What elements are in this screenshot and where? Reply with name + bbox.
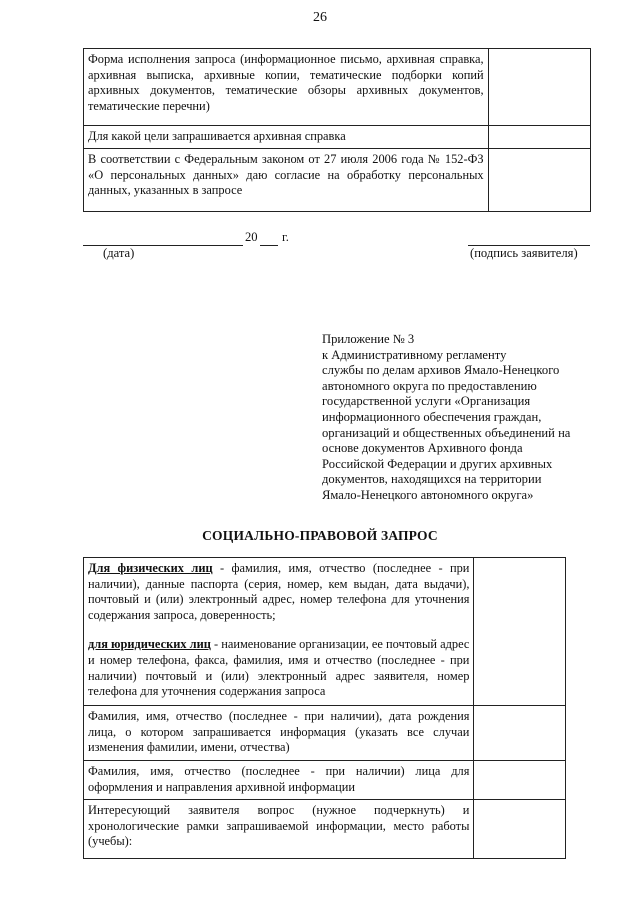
appendix-block: [322, 332, 592, 504]
applicant-info-label: [84, 558, 474, 706]
question-label: Интересующий заявителя вопрос (нужное подчеркнуть) и хронологические рамки запрашиваемой информации, место работы (учебы):: [84, 800, 474, 859]
form-title: СОЦИАЛЬНО-ПРАВОВОЙ ЗАПРОС: [202, 528, 438, 543]
table-row: [84, 49, 591, 126]
subject-person-label: Фамилия, имя, отчество (последнее - при наличии), дата рождения лица, о котором запрашивается информация (указать все случаи изменения фамилии, имени, отчества): [84, 706, 474, 761]
legal-persons-label: для юридических лиц: [88, 637, 211, 652]
appendix-title: Приложение № 3: [322, 332, 415, 346]
appendix-line: организаций и общественных объединений на: [322, 425, 571, 440]
table-row: [84, 800, 566, 859]
legal-persons-text: - наименование организации, ее почтовый адрес и номер телефона, факса, фамилия, имя и отчество (последнее - при наличии) почтовый и (или) электронный адрес заявителя, номер телефона для уточнения содержания запроса: [88, 637, 470, 699]
year-prefix: 20: [245, 230, 258, 244]
phys-persons-label: Для физических лиц: [88, 561, 213, 575]
recipient-person-answer-cell[interactable]: [474, 761, 566, 800]
consent-answer-cell[interactable]: [488, 149, 590, 212]
appendix-line: службы по делам архивов Ямало-Ненецкого: [322, 363, 560, 378]
appendix-line: к Административному регламенту: [322, 347, 507, 362]
appendix-line: автономного округа по предоставлению: [322, 378, 537, 393]
purpose-label: Для какой цели запрашивается архивная справка: [84, 126, 489, 149]
table-row: [84, 126, 591, 149]
page-number: 26: [313, 10, 327, 25]
purpose-answer-cell[interactable]: [488, 126, 590, 149]
table-row: [84, 149, 591, 212]
year-line[interactable]: [260, 245, 278, 246]
phys-persons-text: - фамилия, имя, отчество (последнее - при наличии), данные паспорта (серия, номер, кем выдан, дата выдачи), почтовый и (или) электронный адрес, номер телефона для уточнения содержания запроса, доверенность;: [88, 561, 470, 622]
consent-label: В соответствии с Федеральным законом от 27 июля 2006 года № 152-ФЗ «О персональных данных» даю согласие на обработку персональных данных, указанных в запросе: [84, 149, 489, 212]
applicant-info-answer-cell[interactable]: [474, 558, 566, 706]
date-label: (дата): [103, 246, 135, 260]
recipient-person-label: Фамилия, имя, отчество (последнее - при наличии) лица для оформления и направления архивной информации: [84, 761, 474, 800]
appendix-line: Российской Федерации и других архивных: [322, 456, 553, 471]
appendix-line: государственной услуги «Организация: [322, 394, 531, 409]
appendix-line: документов, находящихся на территории: [322, 472, 542, 487]
social-legal-request-table: [83, 557, 566, 859]
subject-person-answer-cell[interactable]: [474, 706, 566, 761]
table-row: [84, 761, 566, 800]
appendix-line: информационного обеспечения граждан,: [322, 409, 542, 424]
form-execution-answer-cell[interactable]: [488, 49, 590, 126]
signature-label: (подпись заявителя): [470, 246, 578, 260]
top-request-table: [83, 48, 591, 212]
table-row: [84, 706, 566, 761]
appendix-line: Ямало-Ненецкого автономного округа»: [322, 487, 534, 502]
table-row: [84, 558, 566, 706]
appendix-line: основе документов Архивного фонда: [322, 441, 523, 456]
form-execution-label: Форма исполнения запроса (информационное письмо, архивная справка, архивная выписка, архивные копии, тематические подборки копий архивных документов, тематические обзоры архивных документов, тематические перечни): [84, 49, 489, 126]
question-answer-cell[interactable]: [474, 800, 566, 859]
year-suffix: г.: [282, 230, 289, 244]
